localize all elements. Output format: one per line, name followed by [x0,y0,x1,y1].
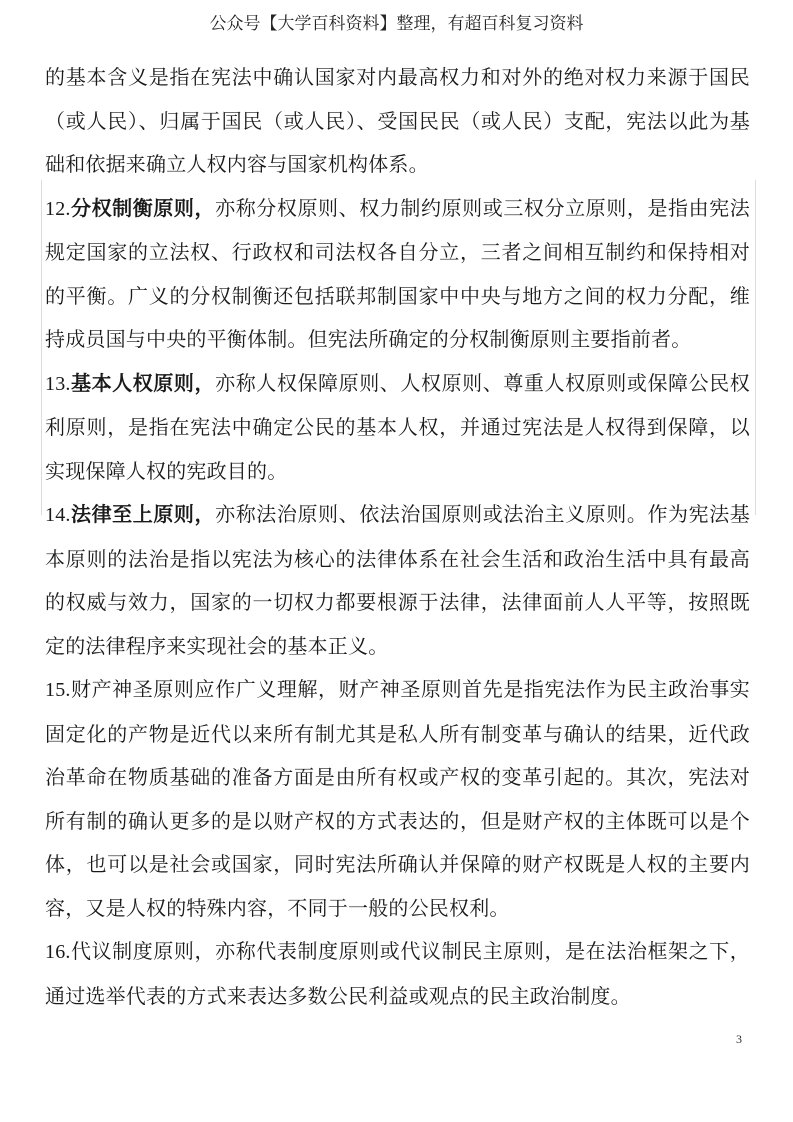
paragraph-text: 财产神圣原则应作广义理解，财产神圣原则首先是指宪法作为民主政治事实固定化的产物是近代以来所有制尤其是私人所有制变革与确认的结果，近代政治革命在物质基础的准备方面是由所有权或产权的变革引起的。其次，宪法对所有制的确认更多的是以财产权的方式表达的，但是财产权的主体既可以是个体，也可以是社会或国家，同时宪法所确认并保障的财产权既是人权的主要内容，又是人权的特殊内容，不同于一般的公民权利。 [45,677,750,920]
paragraph-15 [45,668,750,930]
page-number: 3 [736,1032,742,1046]
item-keyword: 法律至上原则， [70,502,216,526]
item-number: 12. [45,197,71,220]
paragraph-13 [45,362,750,494]
item-keyword: 分权制衡原则， [70,195,216,220]
item-number: 15. [45,679,71,701]
document-body [45,56,750,1018]
paragraph-16 [45,930,750,1018]
margin-rule-left [41,180,42,515]
paragraph-text: 的基本含义是指在宪法中确认国家对内最高权力和对外的绝对权力来源于国民（或人民）、归属于国民（或人民）、受国民民（或人民）支配，宪法以此为基础和依据来确立人权内容与国家机构体系。 [45,65,750,176]
margin-rule-right [755,180,756,515]
paragraph-text: 亦称人权保障原则、人权原则、尊重人权原则或保障公民权利原则，是指在宪法中确定公民的基本人权，并通过宪法是人权得到保障，以实现保障人权的宪政目的。 [45,370,750,483]
paragraph-text: 亦称法治原则、依法治国原则或法治主义原则。作为宪法基本原则的法治是指以宪法为核心的法律体系在社会生活和政治生活中具有最高的权威与效力，国家的一切权力都要根源于法律，法律面前人人平等，按照既定的法律程序来实现社会的基本正义。 [45,502,750,658]
paragraph-14 [45,493,750,668]
item-number: 16. [45,941,71,963]
paragraph-text: 亦称分权原则、权力制约原则或三权分立原则，是指由宪法规定国家的立法权、行政权和司法权各自分立，三者之间相互制约和保持相对的平衡。广义的分权制衡还包括联邦制国家中中央与地方之间的权力分配，维持成员国与中央的平衡体制。但宪法所确定的分权制衡原则主要指前者。 [45,195,750,351]
page-header: 公众号【大学百科资料】整理，有超百科复习资料 [209,14,584,34]
item-number: 13. [45,372,71,395]
paragraph-text: 代议制度原则，亦称代表制度原则或代议制民主原则，是在法治框架之下，通过选举代表的方式来表达多数公民利益或观点的民主政治制度。 [45,939,750,1008]
paragraph-continued [45,56,750,187]
item-keyword: 基本人权原则， [70,370,216,395]
item-number: 14. [45,504,71,526]
paragraph-12 [45,187,750,362]
